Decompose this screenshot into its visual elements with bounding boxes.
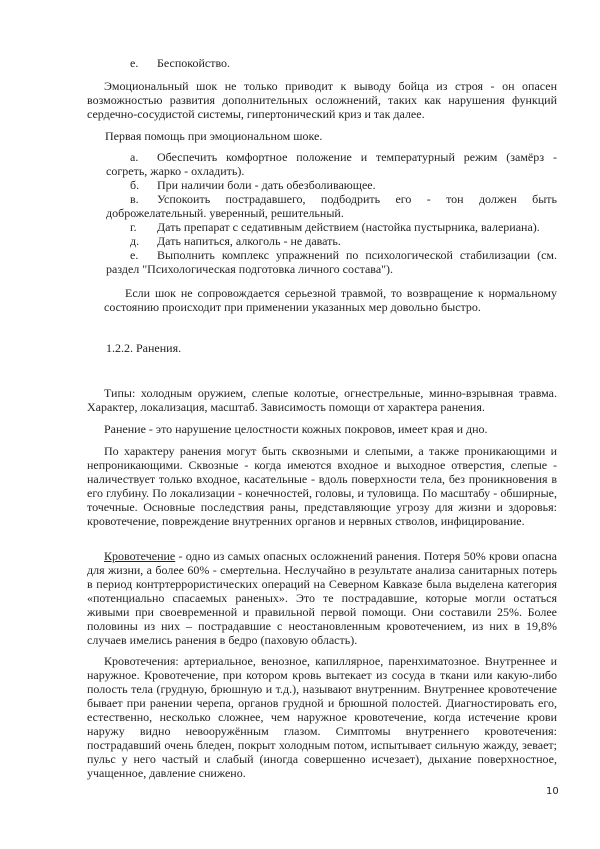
bleeding-term: Кровотечение <box>104 549 176 563</box>
paragraph-wound-definition: Ранение - это нарушение целостности кожных покровов, имеет края и дно. <box>104 422 488 436</box>
page-number: 10 <box>546 786 559 797</box>
first-aid-heading: Первая помощь при эмоциональном шоке. <box>105 129 323 143</box>
list-text: Дать напиться, алкоголь - не давать. <box>157 234 341 248</box>
paragraph-wound-character: По характеру ранения могут быть сквозными и слепыми, а также проникающими и непроникающими. Сквозные - когда имеются входное и выходное отверстия, слепые - наличествует только входное, касательные - вдоль поверхности тела, без проникновения в его глубину. По локализации - конечностей, головы, и туловища. По масштабу - обширные, точечные. Основные последствия раны, представляющие угрозу для жизни и здоровья: кровотечение, повреждение внутренних органов и нервных стволов, инфицирование. <box>87 444 557 528</box>
list-item <box>106 150 557 178</box>
list-item <box>106 178 557 192</box>
paragraph-bleeding-types: Кровотечения: артериальное, венозное, капиллярное, паренхиматозное. Внутреннее и наружное. Кровотечение, при котором кровь вытекает из сосуда в ткани или какую-либо полость тела (грудную, брюшную и т.д.), называют внутренним. Внутреннее кровотечение бывает при ранении черепа, органов грудной и брюшной полостей. Диагностировать его, естественно, несколько сложнее, чем наружное кровотечение, когда истечение крови наружу видно невооружённым глазом. Симптомы внутреннего кровотечения: пострадавший очень бледен, покрыт холодным потом, испытывает сильную жажду, зевает; пульс у него частый и слабый (иногда совершенно исчезает), дыхание поверхностное, учащенное, давление снижено. <box>87 654 557 780</box>
bleeding-text: - одно из самых опасных осложнений ранения. Потеря 50% крови опасна для жизни, а более 60% - смертельна. Неслучайно в результате анализа санитарных потерь в период контртеррористических операций на Северном Кавказе была выделена категория «потенциально спасаемых раненых». Это те пострадавшие, которые могли остаться живыми при своевременной и правильной первой помощи. Они составили 25%. Более половины из них – пострадавшие с неостановленным кровотечением, из них в 19,8% случаев имелись ранения в бедро (паховую область). <box>87 549 557 647</box>
section-heading: 1.2.2. Ранения. <box>106 341 182 355</box>
paragraph-emotional-shock: Эмоциональный шок не только приводит к выводу бойца из строя - он опасен возможностью развития дополнительных осложнений, таких как нарушения функций сердечно-сосудистой системы, гипертонический криз и так далее. <box>87 79 557 121</box>
list-item <box>106 220 557 234</box>
list-text: При наличии боли - дать обезболивающее. <box>157 178 376 192</box>
paragraph-recovery: Если шок не сопровождается серьезной травмой, то возвращение к нормальному состоянию происходит при применении указанных мер довольно быстро. <box>104 286 557 314</box>
list-marker: д. <box>130 234 140 248</box>
list-marker: е. <box>130 56 139 70</box>
paragraph-bleeding <box>87 549 557 647</box>
list-item <box>106 234 557 248</box>
list-marker: в. <box>130 192 139 206</box>
list-marker: б. <box>130 178 140 192</box>
list-text: Обеспечить комфортное положение и температурный режим (замёрз - согреть, жарко - охладить). <box>106 150 557 178</box>
list-marker: г. <box>130 220 137 234</box>
list-item <box>106 248 557 276</box>
list-item <box>106 192 557 220</box>
list-text: Успокоить пострадавшего, подбодрить его - тон должен быть доброжелательный. уверенный, решительный. <box>106 192 557 220</box>
list-marker: е. <box>130 248 139 262</box>
list-text: Выполнить комплекс упражнений по психологической стабилизации (см. раздел "Психологическая подготовка личного состава"). <box>106 248 557 276</box>
list-marker: а. <box>130 150 139 164</box>
paragraph-wound-types: Типы: холодным оружием, слепые колотые, огнестрельные, минно-взрывная травма. Характер, локализация, масштаб. Зависимость помощи от характера ранения. <box>87 386 557 414</box>
list-item-anxiety <box>106 56 557 70</box>
list-text: Дать препарат с седативным действием (настойка пустырника, валериана). <box>157 220 540 234</box>
list-text: Беспокойство. <box>157 56 231 70</box>
